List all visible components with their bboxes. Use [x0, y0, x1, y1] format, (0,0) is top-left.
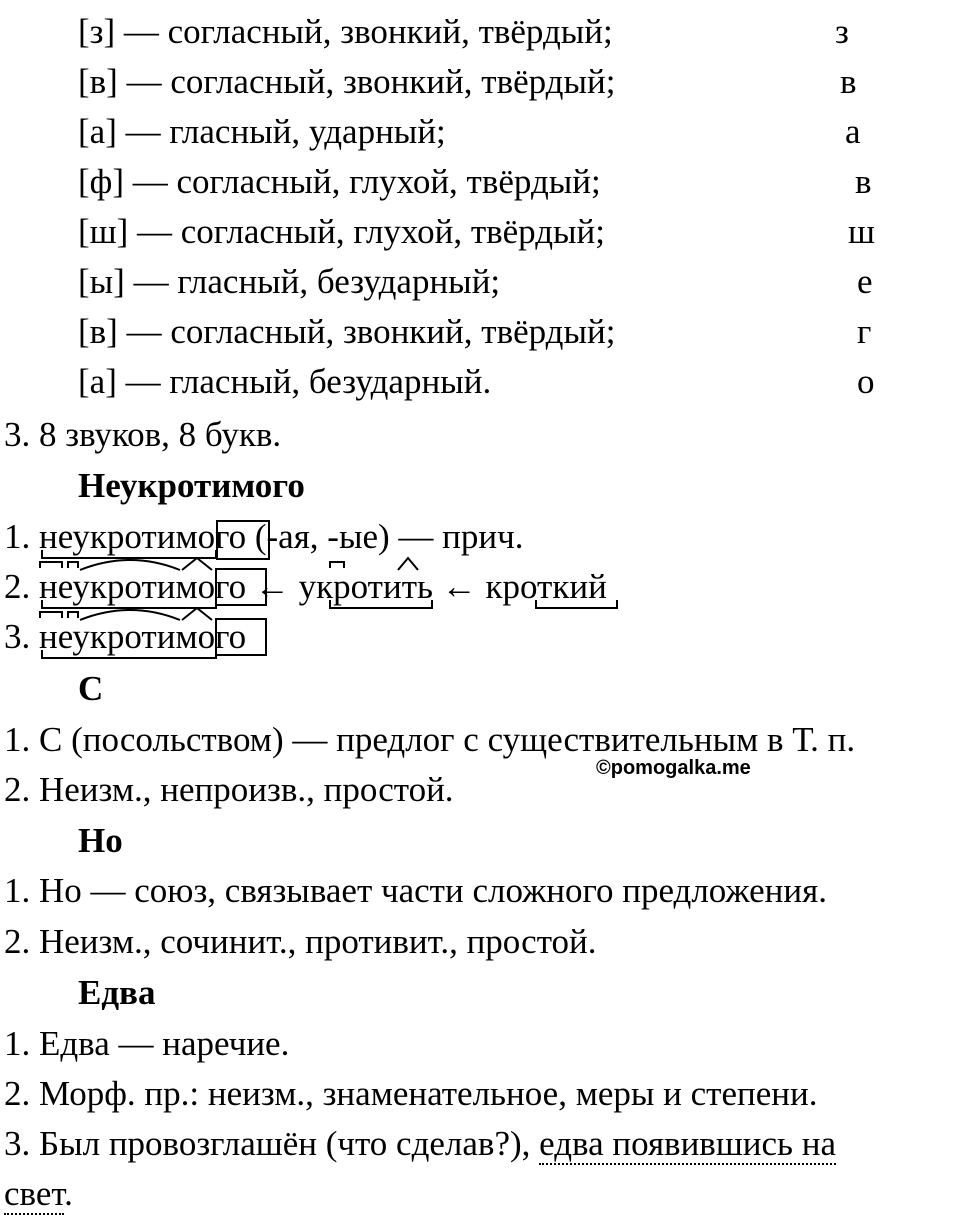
phonetic-row: [ы] — гласный, безударный;: [78, 262, 501, 301]
word-part: ть: [401, 567, 433, 606]
word-part: крот: [316, 567, 383, 606]
line-number: 1.: [4, 517, 39, 556]
stem-bracket: [42, 650, 216, 658]
word-stem: неукротим: [39, 617, 198, 656]
word-ending: ого: [197, 617, 247, 656]
word-part: е: [57, 567, 73, 606]
adverbial-phrase-underline: едва появившись на: [539, 1124, 837, 1163]
phonetic-row: [а] — гласный, безударный.: [78, 362, 492, 401]
part-of-speech-note: (-ая, -ые) — прич.: [246, 517, 524, 556]
derivation-arrow: ←: [432, 567, 486, 606]
word-part: им: [156, 567, 198, 606]
phonetic-letter: в: [855, 162, 872, 201]
sound-count-summary: 3. 8 звуков, 8 букв.: [4, 415, 282, 454]
word-ending: ого: [197, 567, 247, 606]
word-part: крот: [485, 567, 553, 606]
phonetic-row: [ш] — согласный, глухой, твёрдый;: [78, 212, 605, 251]
phonetic-letter: з: [835, 12, 849, 51]
stem-bracket: [42, 600, 216, 608]
phonetic-letter: ш: [848, 212, 875, 251]
root-arc: [80, 560, 180, 570]
list-item-continuation: [4, 1174, 73, 1214]
word-stem: неукротим: [39, 517, 198, 556]
suffix-mark: [182, 558, 212, 570]
list-item: 2. Неизм., непроизв., простой.: [4, 770, 454, 809]
word-ending: ого: [197, 517, 247, 556]
word-part: н: [39, 567, 58, 606]
prefix-mark: [40, 612, 62, 618]
phonetic-row: [в] — согласный, звонкий, твёрдый;: [78, 312, 616, 351]
section-heading: Неукротимого: [78, 466, 305, 505]
word-part: ук: [72, 567, 107, 606]
phonetic-row: [в] — согласный, звонкий, твёрдый;: [78, 62, 616, 101]
phonetic-letter: в: [840, 62, 857, 101]
stem-bracket: [42, 550, 216, 558]
prefix-mark: [330, 562, 344, 568]
word-part: рот: [106, 567, 157, 606]
watermark: ©pomogalka.me: [596, 757, 751, 779]
list-item: 2. Морф. пр.: неизм., знаменательное, меры и степени.: [4, 1074, 818, 1113]
root-arc: [80, 610, 180, 620]
list-item: [4, 1124, 836, 1164]
ending-box: [216, 619, 266, 655]
word-part: к: [552, 567, 570, 606]
list-item: 1. С (посольством) — предлог с существительным в Т. п.: [4, 720, 856, 759]
sentence-text: 3. Был провозглашён (что сделав?),: [4, 1124, 540, 1163]
phonetic-letter: г: [857, 312, 872, 351]
suffix-mark: [398, 558, 418, 570]
stem-bracket: [536, 600, 617, 608]
line-number: 3.: [4, 617, 39, 656]
word-part: у: [298, 567, 317, 606]
adverbial-phrase-underline: свет: [4, 1174, 65, 1213]
line-number: 2.: [4, 567, 39, 606]
suffix-mark: [182, 608, 212, 620]
sentence-text: .: [64, 1174, 73, 1213]
prefix-mark: [68, 562, 78, 568]
phonetic-letter: а: [845, 112, 861, 151]
phonetic-letter: е: [857, 262, 873, 301]
list-item: 1. Но — союз, связывает части сложного предложения.: [4, 871, 827, 910]
section-heading: С: [78, 669, 104, 708]
word-part: ий: [569, 567, 607, 606]
word-part: и: [382, 567, 402, 606]
list-item: 1. Едва — наречие.: [4, 1024, 290, 1063]
phonetic-letter: о: [857, 362, 875, 401]
section-heading: Едва: [78, 973, 156, 1012]
phonetic-row: [ф] — согласный, глухой, твёрдый;: [78, 162, 601, 201]
prefix-mark: [40, 562, 62, 568]
stem-bracket: [330, 600, 432, 608]
ending-box: [216, 569, 266, 605]
phonetic-row: [з] — согласный, звонкий, твёрдый;: [78, 12, 613, 51]
derivation-arrow: ←: [246, 567, 299, 606]
prefix-mark: [68, 612, 78, 618]
section-heading: Но: [78, 821, 123, 860]
list-item: 2. Неизм., сочинит., противит., простой.: [4, 922, 597, 961]
phonetic-row: [а] — гласный, ударный;: [78, 112, 446, 151]
